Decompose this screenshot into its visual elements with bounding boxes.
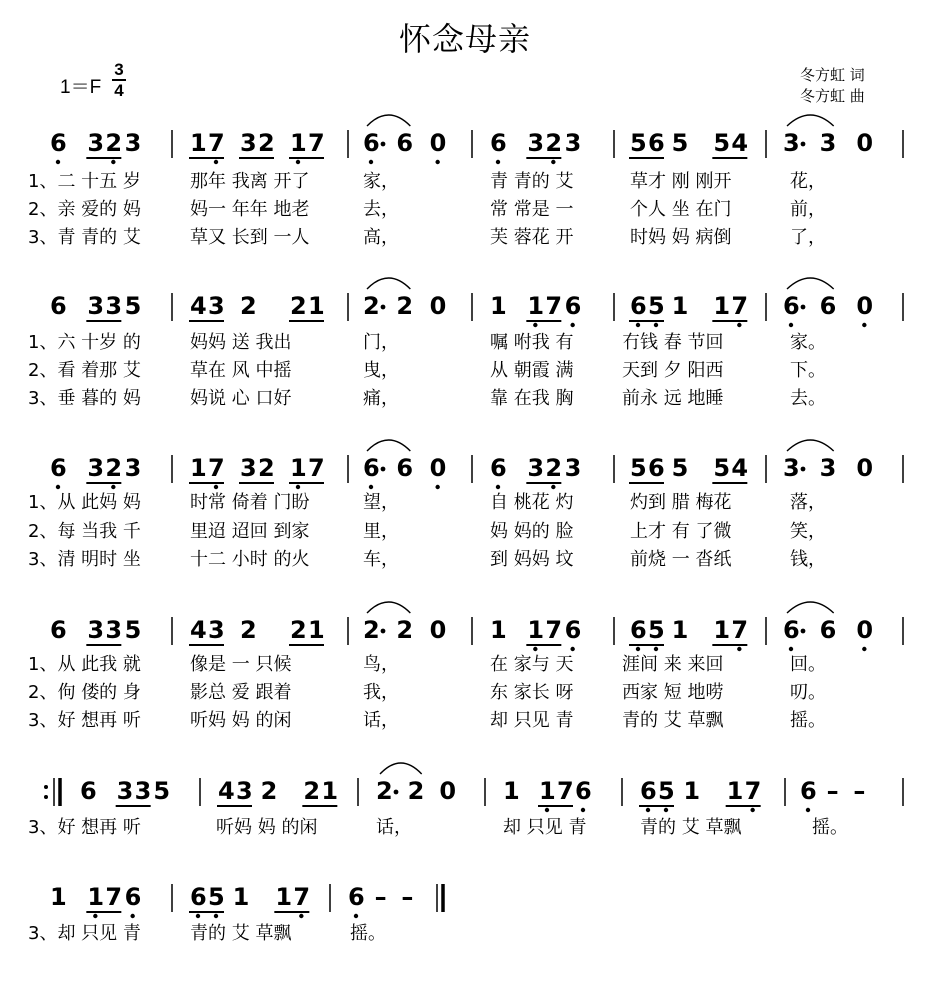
note-2: 2 xyxy=(240,616,257,644)
low-octave-dot xyxy=(862,323,866,327)
tie-arc xyxy=(367,440,410,451)
low-octave-dot xyxy=(551,485,555,489)
augmentation-dot xyxy=(381,305,386,310)
lyric-segment: 时常 倚着 门盼 xyxy=(190,492,310,513)
note-1: 1 xyxy=(527,616,545,644)
note-3: 3 xyxy=(105,616,123,644)
lyric-segment: 去。 xyxy=(790,388,826,409)
note-7: 7 xyxy=(557,777,574,805)
lyric-segment: 3、青 青的 艾 xyxy=(28,227,141,248)
lyric-segment: 影总 爱 跟着 xyxy=(190,682,292,703)
note-2: 2 xyxy=(105,454,123,482)
note-7: 7 xyxy=(545,616,563,644)
augmentation-dot xyxy=(801,629,806,634)
lyric-segment: 门， xyxy=(363,332,399,353)
note-3: 3 xyxy=(527,454,545,482)
lyric-segment: 1、二 十五 岁 xyxy=(28,171,141,192)
note-6: 6 xyxy=(640,777,657,805)
note-6: 6 xyxy=(80,777,97,805)
rest: 0 xyxy=(439,777,457,805)
augmentation-dot xyxy=(381,142,386,147)
note-6: 6 xyxy=(363,454,380,482)
note-3: 3 xyxy=(819,454,837,482)
rest: 0 xyxy=(856,292,874,320)
lyricist-credit: 冬方虹 词 xyxy=(800,66,865,84)
low-octave-dot xyxy=(130,914,134,918)
lyric-segment: 1、从 此我 就 xyxy=(28,654,141,675)
repeat-dot xyxy=(44,785,48,789)
lyric-segment: 了， xyxy=(790,227,826,248)
low-octave-dot xyxy=(299,914,303,918)
note-1: 1 xyxy=(726,777,744,805)
lyric-segment: 话， xyxy=(376,817,412,838)
lyric-segment: 青的 艾 草飘 xyxy=(640,817,742,838)
low-octave-dot xyxy=(750,808,754,812)
note-3: 3 xyxy=(208,292,225,320)
lyric-segment: 钱， xyxy=(790,549,826,570)
note-6: 6 xyxy=(564,292,582,320)
note-3: 3 xyxy=(208,616,225,644)
note-6: 6 xyxy=(564,616,582,644)
lyric-segment: 个人 坐 在门 xyxy=(630,199,732,220)
note-7: 7 xyxy=(208,454,225,482)
tie-arc xyxy=(787,440,834,451)
augmentation-dot xyxy=(381,467,386,472)
low-octave-dot xyxy=(496,485,500,489)
note-7: 7 xyxy=(744,777,762,805)
note-3: 3 xyxy=(87,454,105,482)
low-octave-dot xyxy=(737,647,741,651)
low-octave-dot xyxy=(664,808,668,812)
lyric-segment: 摇。 xyxy=(812,817,848,838)
sustain-dash: – xyxy=(853,777,866,805)
low-octave-dot xyxy=(654,647,658,651)
lyric-segment: 冇钱 春 节回 xyxy=(622,332,724,353)
lyric-segment: 我， xyxy=(363,682,399,703)
low-octave-dot xyxy=(354,914,358,918)
lyric-segment: 2、看 着那 艾 xyxy=(28,360,141,381)
sustain-dash: – xyxy=(374,883,387,911)
low-octave-dot xyxy=(435,160,439,164)
note-6: 6 xyxy=(50,129,67,157)
lyric-segment: 2、每 当我 千 xyxy=(28,521,141,542)
augmentation-dot xyxy=(801,142,806,147)
note-5: 5 xyxy=(208,883,225,911)
note-1: 1 xyxy=(671,292,689,320)
low-octave-dot xyxy=(369,160,373,164)
note-1: 1 xyxy=(308,292,325,320)
note-5: 5 xyxy=(630,454,647,482)
time-signature-top: 3 xyxy=(114,60,124,79)
note-7: 7 xyxy=(208,129,225,157)
lyric-segment: 草才 刚 刚开 xyxy=(630,171,732,192)
low-octave-dot xyxy=(570,323,574,327)
note-1: 1 xyxy=(275,883,293,911)
lyric-segment: 曳， xyxy=(363,360,399,381)
note-1: 1 xyxy=(290,454,307,482)
low-octave-dot xyxy=(496,160,500,164)
low-octave-dot xyxy=(636,323,640,327)
note-2: 2 xyxy=(545,454,563,482)
note-5: 5 xyxy=(713,454,731,482)
lyric-segment: 到 妈妈 坟 xyxy=(490,549,574,570)
lyric-segment: 上才 有 了微 xyxy=(630,521,732,542)
lyric-segment: 妈说 心 口好 xyxy=(190,388,292,409)
repeat-dot xyxy=(44,795,48,799)
note-1: 1 xyxy=(527,292,545,320)
lyric-segment: 青的 艾 草飘 xyxy=(622,710,724,731)
note-3: 3 xyxy=(240,129,257,157)
sustain-dash: – xyxy=(401,883,414,911)
note-1: 1 xyxy=(503,777,520,805)
lyric-segment: 回。 xyxy=(790,654,826,675)
note-1: 1 xyxy=(683,777,701,805)
note-3: 3 xyxy=(105,292,123,320)
lyric-segment: 高， xyxy=(363,227,399,248)
tie-arc xyxy=(787,278,834,289)
note-3: 3 xyxy=(819,129,837,157)
lyric-segment: 听妈 妈 的闲 xyxy=(216,817,318,838)
note-5: 5 xyxy=(648,616,665,644)
lyric-segment: 话， xyxy=(363,710,399,731)
tie-arc xyxy=(367,278,410,289)
low-octave-dot xyxy=(789,323,793,327)
lyric-segment: 摇。 xyxy=(350,923,386,944)
note-7: 7 xyxy=(731,616,749,644)
low-octave-dot xyxy=(806,808,810,812)
note-6: 6 xyxy=(783,616,800,644)
augmentation-dot xyxy=(381,629,386,634)
note-5: 5 xyxy=(671,129,689,157)
lyric-segment: 自 桃花 灼 xyxy=(490,492,574,513)
tie-arc xyxy=(367,602,410,613)
note-7: 7 xyxy=(308,129,325,157)
lyric-segment: 家。 xyxy=(790,332,826,353)
low-octave-dot xyxy=(196,914,200,918)
low-octave-dot xyxy=(111,485,115,489)
note-1: 1 xyxy=(290,129,307,157)
lyric-segment: 下。 xyxy=(790,360,826,381)
lyric-segment: 3、却 只见 青 xyxy=(28,923,141,944)
note-5: 5 xyxy=(713,129,731,157)
note-7: 7 xyxy=(105,883,123,911)
note-1: 1 xyxy=(490,292,507,320)
lyric-segment: 却 只见 青 xyxy=(490,710,574,731)
tie-arc xyxy=(367,115,410,126)
note-6: 6 xyxy=(800,777,817,805)
rest: 0 xyxy=(856,454,874,482)
low-octave-dot xyxy=(551,160,555,164)
low-octave-dot xyxy=(533,647,537,651)
lyric-segment: 车， xyxy=(363,549,399,570)
lyric-segment: 青 青的 艾 xyxy=(490,171,574,192)
low-octave-dot xyxy=(737,323,741,327)
note-1: 1 xyxy=(539,777,556,805)
note-5: 5 xyxy=(671,454,689,482)
note-5: 5 xyxy=(648,292,665,320)
lyric-segment: 从 朝霞 满 xyxy=(490,360,574,381)
lyric-segment: 2、佝 偻的 身 xyxy=(28,682,141,703)
lyric-segment: 芙 蓉花 开 xyxy=(490,227,574,248)
augmentation-dot xyxy=(394,790,399,795)
note-1: 1 xyxy=(321,777,339,805)
note-2: 2 xyxy=(363,292,380,320)
lyric-segment: 花， xyxy=(790,171,826,192)
note-1: 1 xyxy=(232,883,250,911)
note-3: 3 xyxy=(116,777,134,805)
tie-arc xyxy=(787,602,834,613)
lyric-segment: 3、垂 暮的 妈 xyxy=(28,388,141,409)
note-2: 2 xyxy=(376,777,393,805)
lyric-segment: 西家 短 地唠 xyxy=(622,682,724,703)
note-2: 2 xyxy=(396,292,414,320)
rest: 0 xyxy=(429,454,447,482)
lyric-segment: 草又 长到 一人 xyxy=(190,227,310,248)
note-3: 3 xyxy=(564,454,582,482)
note-5: 5 xyxy=(630,129,647,157)
lyric-segment: 青的 艾 草飘 xyxy=(190,923,292,944)
lyric-segment: 前， xyxy=(790,199,826,220)
lyric-segment: 家， xyxy=(363,171,399,192)
note-6: 6 xyxy=(819,616,837,644)
lyric-segment: 却 只见 青 xyxy=(503,817,587,838)
lyric-segment: 妈一 年年 地老 xyxy=(190,199,310,220)
time-signature-bottom: 4 xyxy=(114,81,124,100)
low-octave-dot xyxy=(654,323,658,327)
note-1: 1 xyxy=(490,616,507,644)
augmentation-dot xyxy=(801,305,806,310)
note-2: 2 xyxy=(363,616,380,644)
lyric-segment: 东 家长 呀 xyxy=(490,682,574,703)
note-4: 4 xyxy=(190,616,207,644)
note-6: 6 xyxy=(490,454,507,482)
note-6: 6 xyxy=(50,616,67,644)
tie-arc xyxy=(787,115,834,126)
lyric-segment: 3、清 明时 坐 xyxy=(28,549,141,570)
low-octave-dot xyxy=(533,323,537,327)
low-octave-dot xyxy=(636,647,640,651)
note-3: 3 xyxy=(783,454,800,482)
sustain-dash: – xyxy=(826,777,839,805)
note-4: 4 xyxy=(731,129,749,157)
note-2: 2 xyxy=(407,777,425,805)
lyric-segment: 笑， xyxy=(790,521,826,542)
note-3: 3 xyxy=(124,129,142,157)
note-1: 1 xyxy=(308,616,325,644)
lyric-segment: 1、从 此妈 妈 xyxy=(28,492,141,513)
note-1: 1 xyxy=(713,292,731,320)
lyric-segment: 在 家与 天 xyxy=(490,654,574,675)
note-6: 6 xyxy=(396,454,414,482)
note-2: 2 xyxy=(545,129,563,157)
rest: 0 xyxy=(856,129,874,157)
note-6: 6 xyxy=(783,292,800,320)
note-6: 6 xyxy=(363,129,380,157)
low-octave-dot xyxy=(789,647,793,651)
note-6: 6 xyxy=(124,883,142,911)
lyric-segment: 2、亲 爱的 妈 xyxy=(28,199,141,220)
lyric-segment: 里， xyxy=(363,521,399,542)
note-3: 3 xyxy=(564,129,582,157)
note-7: 7 xyxy=(308,454,325,482)
lyric-segment: 时妈 妈 病倒 xyxy=(630,227,732,248)
note-3: 3 xyxy=(87,129,105,157)
note-2: 2 xyxy=(290,616,307,644)
note-5: 5 xyxy=(153,777,171,805)
note-5: 5 xyxy=(124,616,142,644)
augmentation-dot xyxy=(801,467,806,472)
note-7: 7 xyxy=(545,292,563,320)
key-signature: 1＝F xyxy=(60,77,102,98)
note-3: 3 xyxy=(87,616,105,644)
rest: 0 xyxy=(429,129,447,157)
lyric-segment: 3、好 想再 听 xyxy=(28,710,141,731)
lyric-segment: 像是 一 只候 xyxy=(190,654,292,675)
note-2: 2 xyxy=(105,129,123,157)
lyric-segment: 妈妈 送 我出 xyxy=(190,332,292,353)
note-2: 2 xyxy=(260,777,278,805)
note-6: 6 xyxy=(819,292,837,320)
low-octave-dot xyxy=(214,160,218,164)
note-3: 3 xyxy=(527,129,545,157)
lyric-segment: 里迢 迢回 到家 xyxy=(190,521,310,542)
lyric-segment: 妈 妈的 脸 xyxy=(490,521,574,542)
lyric-segment: 叨。 xyxy=(790,682,826,703)
note-5: 5 xyxy=(658,777,675,805)
low-octave-dot xyxy=(214,914,218,918)
tie-arc xyxy=(380,763,422,774)
rest: 0 xyxy=(856,616,874,644)
low-octave-dot xyxy=(296,160,300,164)
note-1: 1 xyxy=(190,129,207,157)
note-3: 3 xyxy=(124,454,142,482)
note-1: 1 xyxy=(713,616,731,644)
note-3: 3 xyxy=(87,292,105,320)
lyric-segment: 灼到 腊 梅花 xyxy=(630,492,732,513)
low-octave-dot xyxy=(570,647,574,651)
note-2: 2 xyxy=(303,777,321,805)
note-6: 6 xyxy=(396,129,414,157)
note-2: 2 xyxy=(258,129,275,157)
lyric-segment: 涯间 来 来回 xyxy=(622,654,724,675)
note-3: 3 xyxy=(134,777,152,805)
note-3: 3 xyxy=(236,777,253,805)
lyric-segment: 十二 小时 的火 xyxy=(190,549,310,570)
rest: 0 xyxy=(429,292,447,320)
lyric-segment: 鸟， xyxy=(363,654,399,675)
low-octave-dot xyxy=(111,160,115,164)
lyric-segment: 1、六 十岁 的 xyxy=(28,332,141,353)
note-1: 1 xyxy=(50,883,67,911)
song-title: 怀念母亲 xyxy=(398,20,531,58)
lyric-segment: 望， xyxy=(363,492,399,513)
composer-credit: 冬方虹 曲 xyxy=(800,87,865,105)
rest: 0 xyxy=(429,616,447,644)
note-1: 1 xyxy=(190,454,207,482)
note-6: 6 xyxy=(630,616,647,644)
note-3: 3 xyxy=(240,454,257,482)
note-4: 4 xyxy=(731,454,749,482)
lyric-segment: 落， xyxy=(790,492,826,513)
low-octave-dot xyxy=(369,485,373,489)
low-octave-dot xyxy=(646,808,650,812)
lyric-segment: 草在 风 中摇 xyxy=(190,360,292,381)
lyric-segment: 前烧 一 沓纸 xyxy=(630,549,732,570)
note-7: 7 xyxy=(731,292,749,320)
lyric-segment: 听妈 妈 的闲 xyxy=(190,710,292,731)
low-octave-dot xyxy=(56,485,60,489)
lyric-segment: 常 常是 一 xyxy=(490,199,574,220)
note-2: 2 xyxy=(290,292,307,320)
lyric-segment: 前永 远 地睡 xyxy=(622,388,724,409)
lyric-segment: 去， xyxy=(363,199,399,220)
note-2: 2 xyxy=(258,454,275,482)
lyric-segment: 嘱 咐我 有 xyxy=(490,332,574,353)
low-octave-dot xyxy=(545,808,549,812)
note-6: 6 xyxy=(630,292,647,320)
note-6: 6 xyxy=(648,129,665,157)
low-octave-dot xyxy=(862,647,866,651)
note-6: 6 xyxy=(50,454,67,482)
lyric-segment: 天到 夕 阳西 xyxy=(622,360,724,381)
low-octave-dot xyxy=(435,485,439,489)
low-octave-dot xyxy=(296,485,300,489)
note-6: 6 xyxy=(575,777,592,805)
note-6: 6 xyxy=(50,292,67,320)
lyric-segment: 痛， xyxy=(363,388,399,409)
note-4: 4 xyxy=(190,292,207,320)
low-octave-dot xyxy=(581,808,585,812)
note-2: 2 xyxy=(240,292,257,320)
note-6: 6 xyxy=(348,883,365,911)
low-octave-dot xyxy=(214,485,218,489)
note-4: 4 xyxy=(218,777,235,805)
note-6: 6 xyxy=(648,454,665,482)
note-1: 1 xyxy=(87,883,105,911)
note-2: 2 xyxy=(396,616,414,644)
note-7: 7 xyxy=(293,883,311,911)
note-6: 6 xyxy=(190,883,207,911)
lyric-segment: 那年 我离 开了 xyxy=(190,171,310,192)
lyric-segment: 摇。 xyxy=(790,710,826,731)
note-5: 5 xyxy=(124,292,142,320)
note-6: 6 xyxy=(490,129,507,157)
low-octave-dot xyxy=(56,160,60,164)
lyric-segment: 3、好 想再 听 xyxy=(28,817,141,838)
note-1: 1 xyxy=(671,616,689,644)
low-octave-dot xyxy=(93,914,97,918)
lyric-segment: 靠 在我 胸 xyxy=(490,388,574,409)
note-3: 3 xyxy=(783,129,800,157)
